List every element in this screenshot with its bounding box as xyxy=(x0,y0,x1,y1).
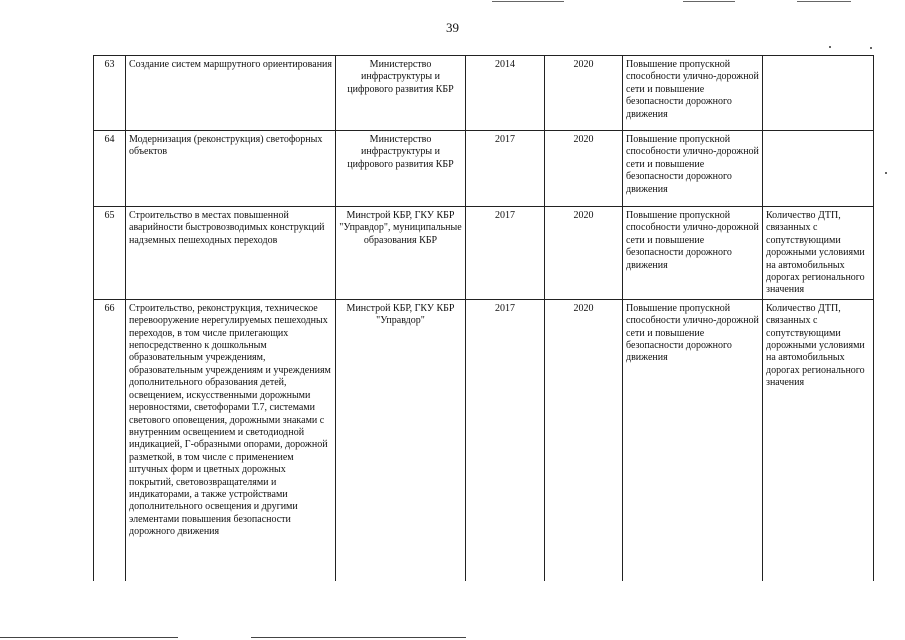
indicator-cell xyxy=(763,56,874,131)
indicator-cell xyxy=(763,131,874,207)
measure-cell: Создание систем маршрутного ориентирования xyxy=(126,56,336,131)
start-year-cell: 2017 xyxy=(466,207,545,300)
end-year-cell: 2020 xyxy=(545,56,623,131)
table-row xyxy=(94,299,874,581)
end-year-cell: 2020 xyxy=(545,131,623,207)
measure-cell: Строительство в местах повышенной аварийности быстровозводимых конструкций надземных пешеходных переходов xyxy=(126,207,336,300)
table-row xyxy=(94,207,874,300)
start-year-cell: 2017 xyxy=(466,299,545,581)
expected-result-cell: Повышение пропускной способности улично-дорожной сети и повышение безопасности дорожного движения xyxy=(623,56,763,131)
scan-speck xyxy=(885,172,887,174)
expected-result-cell: Повышение пропускной способности улично-дорожной сети и повышение безопасности дорожного движения xyxy=(623,131,763,207)
row-number-cell: 64 xyxy=(94,131,126,207)
scan-artifact-top-1 xyxy=(492,1,564,2)
expected-result-cell: Повышение пропускной способности улично-дорожной сети и повышение безопасности дорожного движения xyxy=(623,207,763,300)
start-year-cell: 2017 xyxy=(466,131,545,207)
scan-artifact-top-3 xyxy=(797,1,851,2)
scan-speck xyxy=(870,47,872,49)
table-row xyxy=(94,131,874,207)
start-year-cell: 2014 xyxy=(466,56,545,131)
scan-artifact-bottom-2 xyxy=(251,637,466,638)
indicator-cell: Количество ДТП, связанных с сопутствующими дорожными условиями на автомобильных дорогах регионального значения xyxy=(763,207,874,300)
table-row xyxy=(94,56,874,131)
row-number-cell: 63 xyxy=(94,56,126,131)
expected-result-cell: Повышение пропускной способности улично-дорожной сети и повышение безопасности дорожного движения xyxy=(623,299,763,581)
measure-cell: Модернизация (реконструкция) светофорных объектов xyxy=(126,131,336,207)
measure-cell: Строительство, реконструкция, техническое перевооружение нерегулируемых пешеходных переходов, в том числе прилегающих непосредственно к дошкольным образовательным учреждениям, образовательным учреждениям и учреждениям дополнительного образования детей, освещением, искусственными дорожными неровностями, светофорами Т.7, системами светового оповещения, дорожными знаками с внутренним освещением и светодиодной индикацией, Г-образными опорами, дорожной разметкой, в том числе с применением штучных форм и цветных дорожных покрытий, световозвращателями и индикаторами, а также устройствами дополнительного освещения и другими элементами повышения безопасности дорожного движения xyxy=(126,299,336,581)
scan-artifact-bottom-1 xyxy=(0,637,178,638)
page-number: 39 xyxy=(446,20,459,35)
row-number-cell: 66 xyxy=(94,299,126,581)
scan-speck xyxy=(829,46,831,48)
executor-cell: Минстрой КБР, ГКУ КБР "Управдор", муниципальные образования КБР xyxy=(336,207,466,300)
end-year-cell: 2020 xyxy=(545,299,623,581)
end-year-cell: 2020 xyxy=(545,207,623,300)
executor-cell: Министерство инфраструктуры и цифрового развития КБР xyxy=(336,56,466,131)
scan-artifact-top-2 xyxy=(683,1,735,2)
row-number-cell: 65 xyxy=(94,207,126,300)
executor-cell: Минстрой КБР, ГКУ КБР "Управдор" xyxy=(336,299,466,581)
indicator-cell: Количество ДТП, связанных с сопутствующими дорожными условиями на автомобильных дорогах регионального значения xyxy=(763,299,874,581)
measures-table xyxy=(93,55,874,581)
executor-cell: Министерство инфраструктуры и цифрового развития КБР xyxy=(336,131,466,207)
